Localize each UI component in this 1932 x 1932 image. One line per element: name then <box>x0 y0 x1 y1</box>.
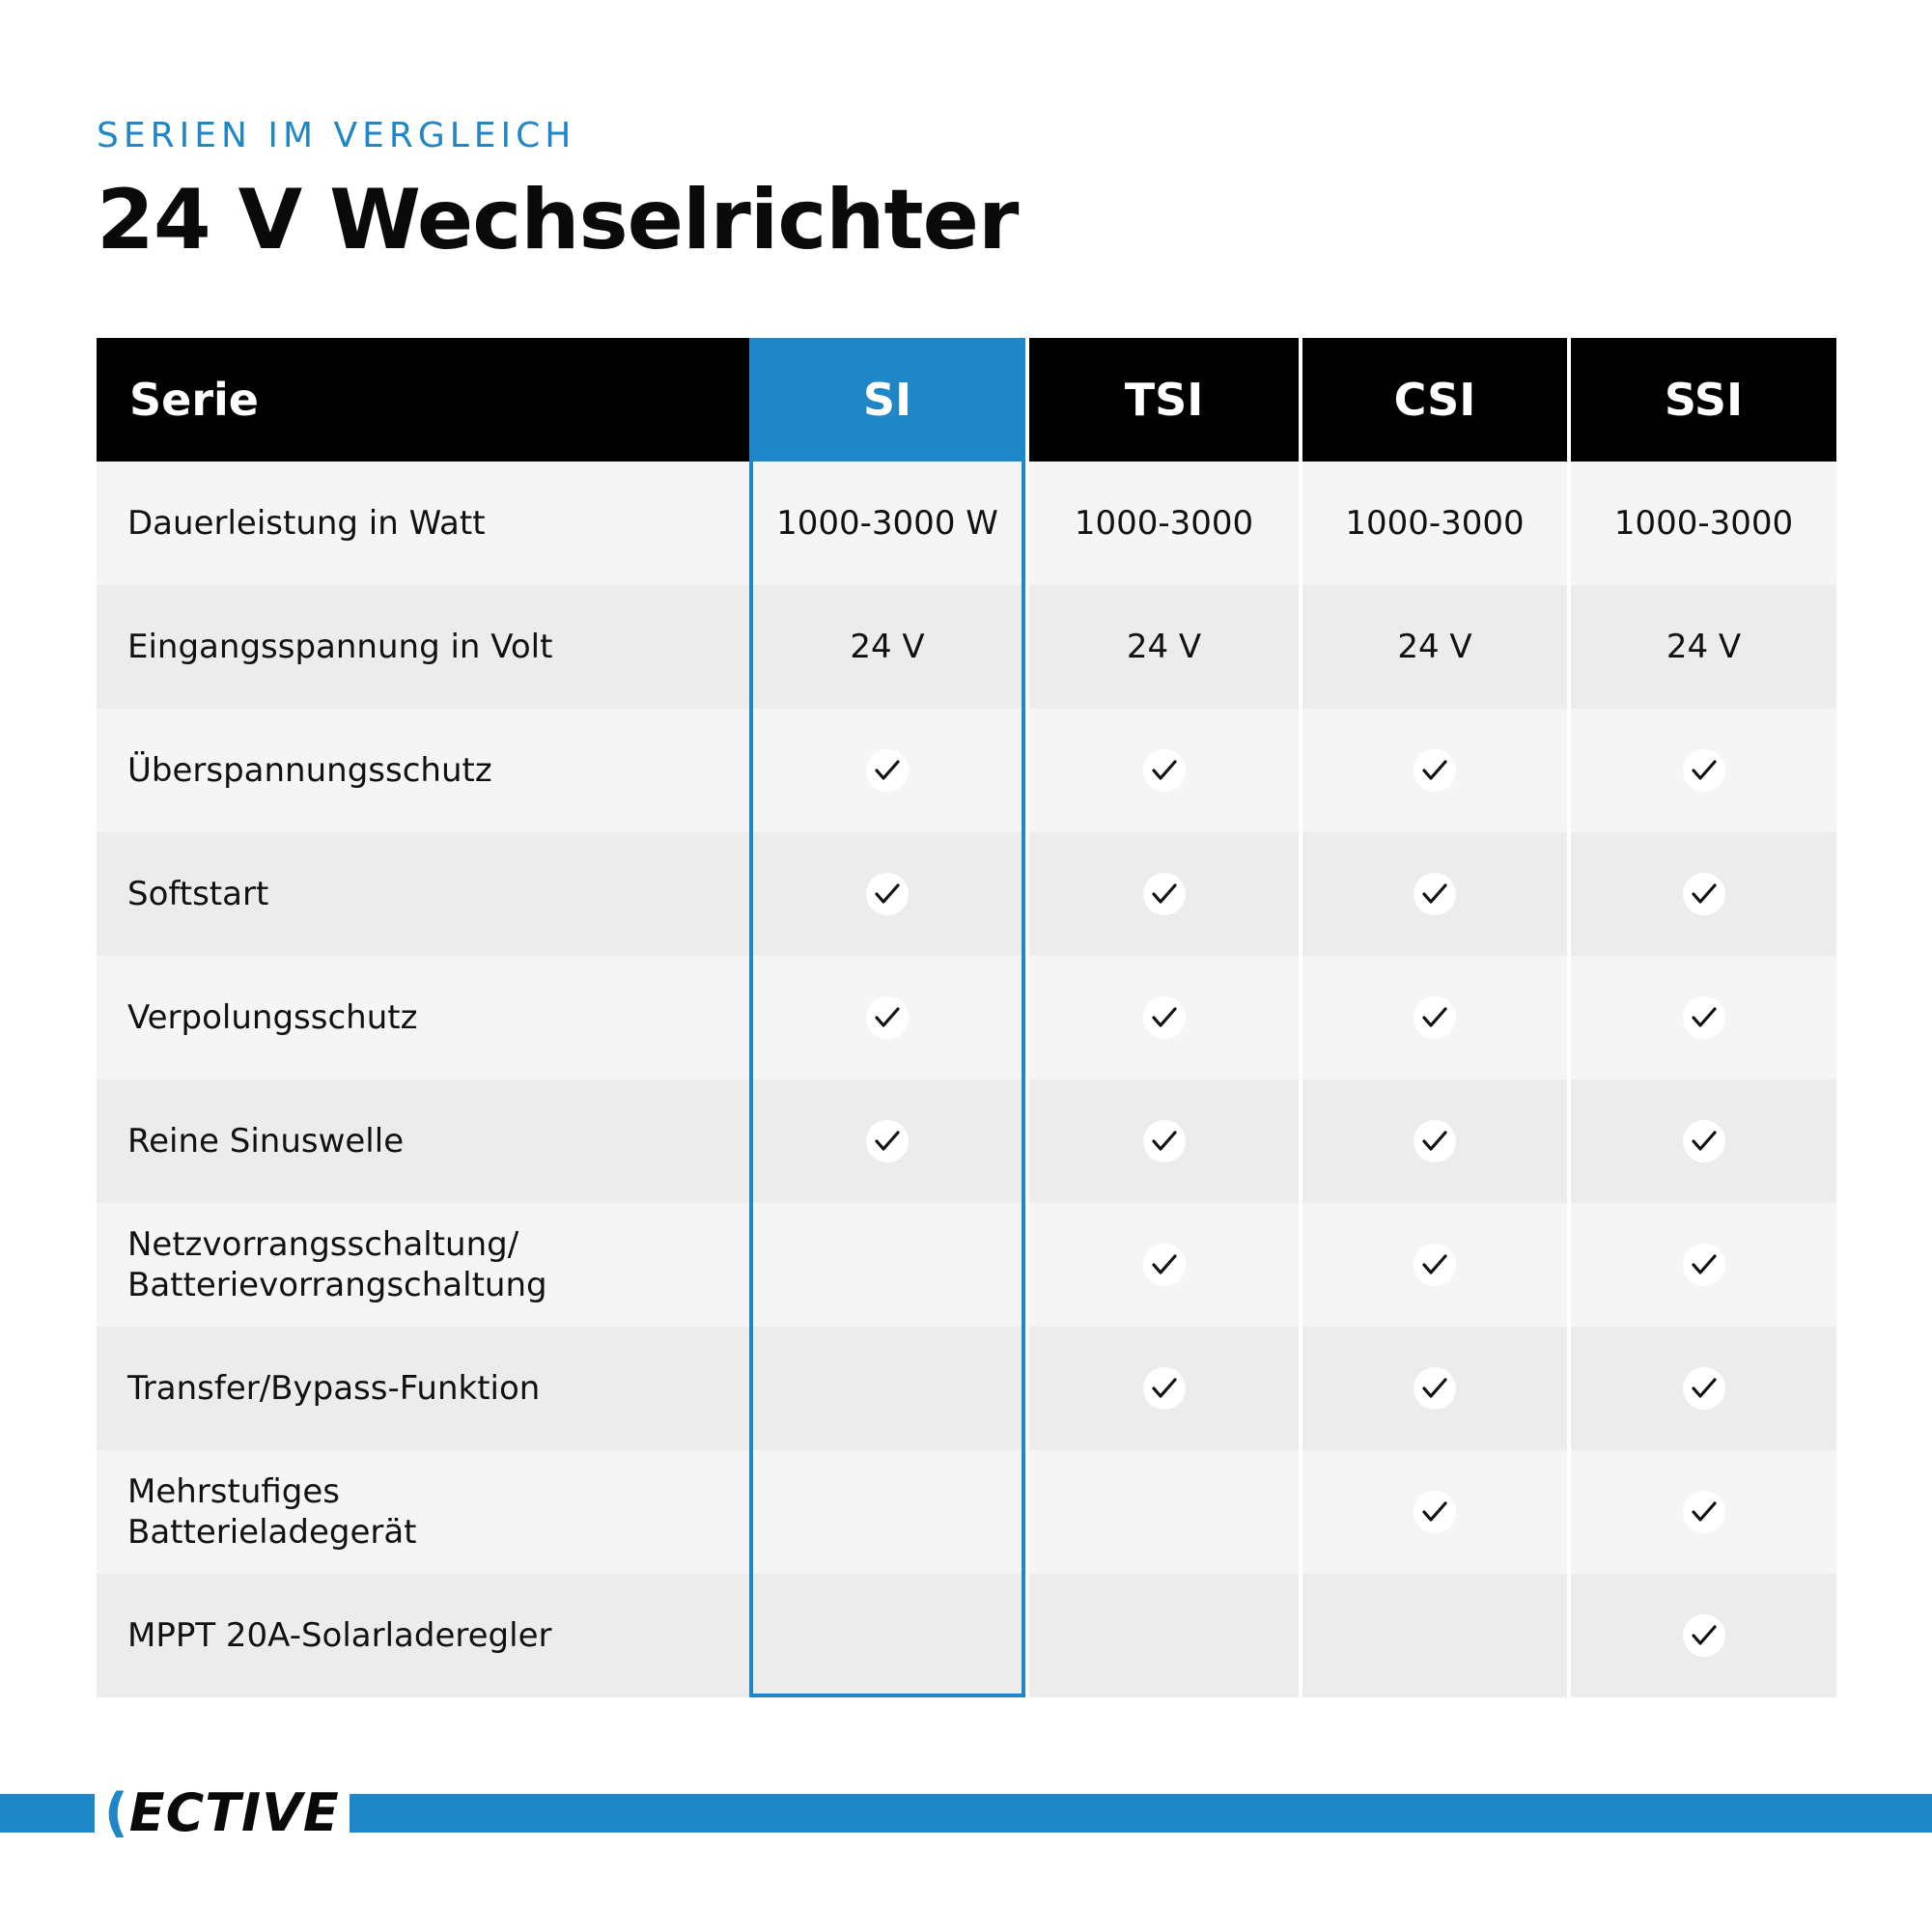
cell-csi <box>1299 1327 1567 1450</box>
table-body <box>97 462 1836 1697</box>
cell-ssi <box>1567 1079 1836 1203</box>
checkmark-icon <box>1143 1367 1186 1410</box>
cell-ssi <box>1567 832 1836 956</box>
checkmark-icon <box>1683 1614 1725 1657</box>
column-header-serie: Serie <box>97 338 749 462</box>
cell-tsi <box>1025 709 1299 832</box>
checkmark-icon <box>1414 1244 1456 1286</box>
cell-csi <box>1299 1574 1567 1697</box>
cell-tsi <box>1025 1079 1299 1203</box>
cell-csi <box>1299 956 1567 1079</box>
checkmark-icon <box>1683 1491 1725 1533</box>
cell-si <box>749 832 1025 956</box>
cell-value: 24 V <box>1126 628 1202 666</box>
cell-ssi <box>1567 462 1836 585</box>
page-subtitle: SERIEN IM VERGLEICH <box>97 116 576 155</box>
checkmark-icon <box>866 1120 909 1162</box>
cell-tsi <box>1025 462 1299 585</box>
table-row <box>97 832 1836 956</box>
cell-si <box>749 1327 1025 1450</box>
cell-ssi <box>1567 1327 1836 1450</box>
page-title: 24 V Wechselrichter <box>97 172 1019 268</box>
cell-ssi <box>1567 1450 1836 1574</box>
cell-csi <box>1299 1450 1567 1574</box>
table-row <box>97 1574 1836 1697</box>
table-row <box>97 956 1836 1079</box>
checkmark-icon <box>1143 1120 1186 1162</box>
checkmark-icon <box>1683 996 1725 1039</box>
cell-si <box>749 585 1025 709</box>
cell-tsi <box>1025 1574 1299 1697</box>
brand-logo: (ECTIVE <box>95 1784 350 1842</box>
cell-ssi <box>1567 956 1836 1079</box>
cell-ssi <box>1567 585 1836 709</box>
row-label: Verpolungsschutz <box>97 956 749 1079</box>
cell-csi <box>1299 1079 1567 1203</box>
cell-si <box>749 709 1025 832</box>
cell-value: 24 V <box>850 628 925 666</box>
cell-csi <box>1299 709 1567 832</box>
row-label: Mehrstufiges Batterieladegerät <box>97 1450 749 1574</box>
column-header-tsi: TSI <box>1025 338 1299 462</box>
cell-tsi <box>1025 1327 1299 1450</box>
column-header-csi: CSI <box>1299 338 1567 462</box>
comparison-table <box>97 338 1836 1697</box>
row-label: Reine Sinuswelle <box>97 1079 749 1203</box>
checkmark-icon <box>1414 1491 1456 1533</box>
cell-value: 1000-3000 <box>1613 504 1794 543</box>
table-header-row <box>97 338 1836 462</box>
cell-tsi <box>1025 585 1299 709</box>
table-row <box>97 709 1836 832</box>
cell-csi <box>1299 585 1567 709</box>
cell-csi <box>1299 1203 1567 1327</box>
cell-si <box>749 462 1025 585</box>
table-row <box>97 1450 1836 1574</box>
checkmark-icon <box>1414 749 1456 792</box>
cell-value: 24 V <box>1666 628 1742 666</box>
cell-ssi <box>1567 709 1836 832</box>
cell-tsi <box>1025 832 1299 956</box>
cell-tsi <box>1025 1450 1299 1574</box>
row-label: MPPT 20A-Solarladeregler <box>97 1574 749 1697</box>
brand-logo-text: ECTIVE <box>128 1782 340 1843</box>
row-label: Softstart <box>97 832 749 956</box>
checkmark-icon <box>1683 1120 1725 1162</box>
row-label: Transfer/Bypass-Funktion <box>97 1327 749 1450</box>
cell-si <box>749 1574 1025 1697</box>
cell-ssi <box>1567 1203 1836 1327</box>
row-label: Dauerleistung in Watt <box>97 462 749 585</box>
checkmark-icon <box>1143 996 1186 1039</box>
row-label: Eingangsspannung in Volt <box>97 585 749 709</box>
column-header-ssi: SSI <box>1567 338 1836 462</box>
cell-si <box>749 1203 1025 1327</box>
cell-si <box>749 956 1025 1079</box>
checkmark-icon <box>1414 996 1456 1039</box>
table-row <box>97 585 1836 709</box>
cell-ssi <box>1567 1574 1836 1697</box>
cell-csi <box>1299 462 1567 585</box>
table-row <box>97 1203 1836 1327</box>
checkmark-icon <box>1683 1244 1725 1286</box>
table-row <box>97 1327 1836 1450</box>
column-header-si: SI <box>749 338 1025 462</box>
cell-value: 24 V <box>1397 628 1472 666</box>
cell-tsi <box>1025 1203 1299 1327</box>
cell-tsi <box>1025 956 1299 1079</box>
checkmark-icon <box>1143 749 1186 792</box>
checkmark-icon <box>1143 873 1186 915</box>
checkmark-icon <box>1683 1367 1725 1410</box>
row-label: Überspannungsschutz <box>97 709 749 832</box>
checkmark-icon <box>1683 873 1725 915</box>
cell-csi <box>1299 832 1567 956</box>
checkmark-icon <box>866 749 909 792</box>
table-row <box>97 1079 1836 1203</box>
checkmark-icon <box>1683 749 1725 792</box>
cell-value: 1000-3000 W <box>776 504 998 543</box>
checkmark-icon <box>1143 1244 1186 1286</box>
checkmark-icon <box>866 873 909 915</box>
row-label: Netzvorrangsschaltung/ Batterievorrangschaltung <box>97 1203 749 1327</box>
checkmark-icon <box>1414 873 1456 915</box>
table-row <box>97 462 1836 585</box>
cell-value: 1000-3000 <box>1345 504 1525 543</box>
checkmark-icon <box>1414 1120 1456 1162</box>
cell-value: 1000-3000 <box>1074 504 1254 543</box>
checkmark-icon <box>1414 1367 1456 1410</box>
cell-si <box>749 1450 1025 1574</box>
checkmark-icon <box>866 996 909 1039</box>
cell-si <box>749 1079 1025 1203</box>
